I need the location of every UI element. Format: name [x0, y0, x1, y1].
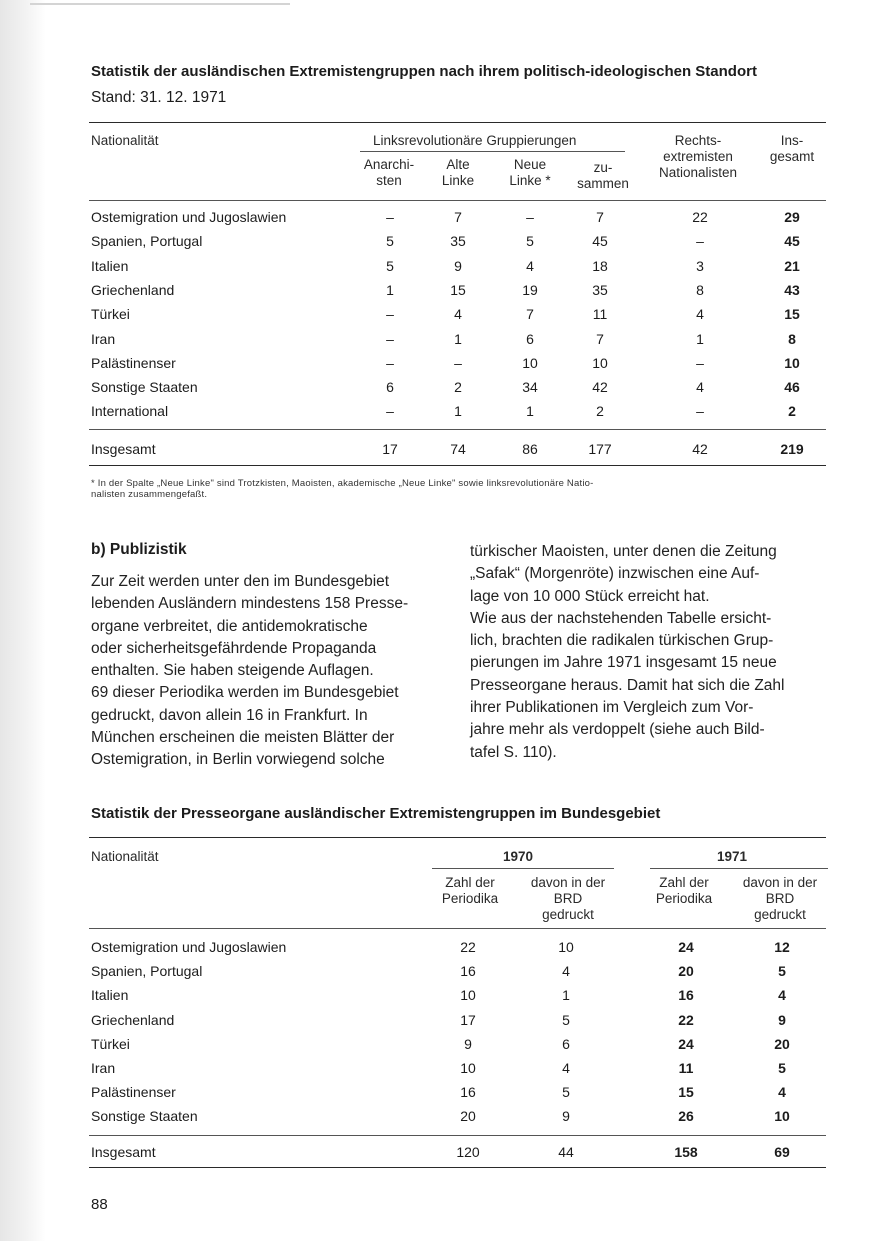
text-line: Wie aus der nachstehenden Tabelle ersicht-: [470, 609, 772, 627]
table-cell: 8: [696, 282, 704, 298]
table-cell: 1: [526, 403, 534, 419]
table-cell: 5: [778, 1060, 786, 1076]
table-cell: 26: [678, 1108, 694, 1124]
page-edge-shadow: [0, 0, 46, 1241]
table-cell: –: [454, 355, 462, 371]
total-cell: 219: [780, 441, 804, 457]
table-cell: 18: [592, 258, 608, 274]
total-row-label: Insgesamt: [91, 441, 156, 457]
table1-header-rechtsextremisten: Rechts- extremisten Nationalisten: [658, 133, 738, 180]
table-cell: 7: [596, 209, 604, 225]
table-cell: 4: [562, 1060, 570, 1076]
table-cell: 9: [562, 1108, 570, 1124]
table-cell: 6: [526, 331, 534, 347]
table-cell: 11: [592, 306, 608, 322]
table-cell: 16: [678, 987, 694, 1003]
table-cell: 45: [784, 233, 800, 249]
text-line: türkischer Maoisten, unter denen die Zeitung: [470, 543, 777, 560]
text-line: 69 dieser Periodika werden im Bundesgebiet: [91, 684, 399, 702]
text-line: lich, brachten die radikalen türkischen Grup-: [470, 632, 774, 650]
table-cell: 4: [778, 987, 786, 1003]
table-cell: 22: [460, 939, 476, 955]
table1-header-group-left: Linksrevolutionäre Gruppierungen: [373, 133, 577, 148]
total-cell: 74: [450, 441, 466, 457]
table-row-label: Türkei: [91, 306, 130, 322]
table1-subtitle: Stand: 31. 12. 1971: [91, 89, 227, 106]
table2-header-davon-1971: davon in der BRD gedruckt: [742, 875, 818, 922]
table-cell: 10: [558, 939, 574, 955]
table-cell: 5: [778, 963, 786, 979]
table-cell: 46: [784, 379, 800, 395]
table-row-label: Spanien, Portugal: [91, 963, 203, 979]
table2-header-nationality: Nationalität: [91, 849, 159, 864]
table-cell: 19: [522, 282, 538, 298]
table-cell: 15: [784, 306, 800, 322]
table-cell: –: [386, 209, 394, 225]
table-cell: 15: [678, 1084, 694, 1100]
table-row-label: Sonstige Staaten: [91, 379, 198, 395]
table-cell: 42: [592, 379, 608, 395]
table-cell: –: [696, 403, 704, 419]
table-cell: 1: [696, 331, 704, 347]
table2-header-rule: [89, 928, 826, 929]
scan-top-line: [30, 3, 290, 5]
text-line: Zur Zeit werden unter den im Bundesgebiet: [91, 573, 390, 590]
table2-bottom-rule: [89, 1167, 826, 1168]
table-row-label: Ostemigration und Jugoslawien: [91, 939, 287, 955]
table-cell: 10: [522, 355, 538, 371]
table1-group-rule: [360, 151, 625, 152]
page-number: 88: [91, 1196, 108, 1213]
table-cell: 1: [454, 331, 462, 347]
table-cell: 1: [454, 403, 462, 419]
total-row-label: Insgesamt: [91, 1144, 156, 1160]
table-row-label: Türkei: [91, 1036, 130, 1052]
total-cell: 44: [558, 1144, 574, 1160]
table-cell: 15: [450, 282, 466, 298]
total-cell: 120: [456, 1144, 480, 1160]
table-row-label: Palästinenser: [91, 355, 176, 371]
text-line: lage von 10 000 Stück erreicht hat.: [470, 587, 710, 605]
table-cell: 10: [460, 987, 476, 1003]
total-cell: 177: [588, 441, 612, 457]
text-line: Ostemigration, in Berlin vorwiegend solche: [91, 751, 385, 769]
table-cell: 24: [678, 939, 694, 955]
table2-top-rule: [89, 837, 826, 838]
table1-header-insgesamt: Ins- gesamt: [769, 133, 815, 164]
table-cell: 9: [778, 1012, 786, 1028]
table1-bottom-rule: [89, 465, 826, 466]
text-line: ihrer Publikationen im Vergleich zum Vor-: [470, 699, 754, 717]
text-line: München erscheinen die meisten Blätter der: [91, 729, 395, 747]
text-line: lebenden Ausländern mindestens 158 Presse-: [91, 595, 409, 613]
table-cell: 22: [678, 1012, 694, 1028]
table1-total-rule: [89, 429, 826, 430]
table-row-label: Griechenland: [91, 282, 175, 298]
table-cell: 1: [386, 282, 394, 298]
table-cell: 16: [460, 1084, 476, 1100]
table2-header-zahl-1970: Zahl der Periodika: [441, 875, 499, 906]
total-cell: 158: [674, 1144, 698, 1160]
table-row-label: International: [91, 403, 169, 419]
total-cell: 86: [522, 441, 538, 457]
table-cell: 4: [778, 1084, 786, 1100]
table1-header-alte-linke: Alte Linke: [441, 157, 475, 188]
table2-1970-rule: [432, 868, 614, 869]
table-cell: 20: [460, 1108, 476, 1124]
table-cell: 17: [460, 1012, 476, 1028]
table-cell: 34: [522, 379, 538, 395]
table2-title: Statistik der Presseorgane ausländischer Extremistengruppen im Bundesgebiet: [91, 805, 661, 822]
table-cell: 5: [386, 233, 394, 249]
table-cell: 4: [696, 306, 704, 322]
table1-header-nationality: Nationalität: [91, 133, 159, 148]
table-cell: 10: [460, 1060, 476, 1076]
table-cell: 29: [784, 209, 800, 225]
table-cell: 7: [596, 331, 604, 347]
right-column-text: [470, 541, 827, 764]
table-cell: 12: [774, 939, 790, 955]
table-cell: 10: [592, 355, 608, 371]
table-cell: 35: [450, 233, 466, 249]
table-cell: 4: [696, 379, 704, 395]
table-cell: –: [386, 403, 394, 419]
table-row-label: Spanien, Portugal: [91, 233, 203, 249]
table-cell: 8: [788, 331, 796, 347]
table-cell: 2: [596, 403, 604, 419]
table-cell: 5: [526, 233, 534, 249]
table-cell: 5: [562, 1012, 570, 1028]
table-cell: 35: [592, 282, 608, 298]
table-cell: 4: [526, 258, 534, 274]
table-cell: 16: [460, 963, 476, 979]
table-cell: 6: [562, 1036, 570, 1052]
total-cell: 17: [382, 441, 398, 457]
table1-header-neue-linke: Neue Linke *: [509, 157, 551, 188]
table-row-label: Iran: [91, 331, 116, 347]
total-cell: 42: [692, 441, 708, 457]
section-heading: b) Publizistik: [91, 541, 187, 558]
table-cell: 5: [386, 258, 394, 274]
table-cell: 9: [464, 1036, 472, 1052]
table1-header-rule: [89, 200, 826, 201]
table2-total-rule: [89, 1135, 826, 1136]
table-cell: 4: [454, 306, 462, 322]
table-cell: 5: [562, 1084, 570, 1100]
text-line: enthalten. Sie haben steigende Auflagen.: [91, 662, 374, 680]
table-cell: –: [386, 331, 394, 347]
table2-header-1970: 1970: [502, 849, 534, 864]
table2-header-zahl-1971: Zahl der Periodika: [655, 875, 713, 906]
table2-1971-rule: [650, 868, 828, 869]
table-cell: 20: [678, 963, 694, 979]
table-cell: 1: [562, 987, 570, 1003]
table-cell: 22: [692, 209, 708, 225]
total-cell: 69: [774, 1144, 790, 1160]
table-cell: 7: [454, 209, 462, 225]
table-cell: –: [526, 209, 534, 225]
table-cell: –: [696, 355, 704, 371]
table-row-label: Palästinenser: [91, 1084, 176, 1100]
table1-top-rule: [89, 122, 826, 123]
table1-header-anarchisten: Anarchi- sten: [363, 157, 415, 188]
text-line: organe verbreitet, die antidemokratische: [91, 617, 368, 635]
table-cell: 24: [678, 1036, 694, 1052]
text-line: tafel S. 110).: [470, 743, 557, 761]
table-row-label: Ostemigration und Jugoslawien: [91, 209, 287, 225]
table2-header-1971: 1971: [716, 849, 748, 864]
table1-footnote: * In der Spalte „Neue Linke" sind Trotzkisten, Maoisten, akademische „Neue Linke" sowie linksrevolutionäre Natio- nalisten zusammengefaßt.: [91, 478, 594, 500]
table-cell: 2: [788, 403, 796, 419]
table-cell: 6: [386, 379, 394, 395]
table-row-label: Sonstige Staaten: [91, 1108, 198, 1124]
table-cell: 3: [696, 258, 704, 274]
table-cell: 21: [784, 258, 800, 274]
left-column-text: [91, 571, 443, 772]
text-line: gedruckt, davon allein 16 in Frankfurt. In: [91, 706, 368, 724]
table-cell: 11: [678, 1060, 694, 1076]
table-cell: 20: [774, 1036, 790, 1052]
text-line: pierungen im Jahre 1971 insgesamt 15 neue: [470, 654, 777, 672]
table-cell: 43: [784, 282, 800, 298]
table2-header-davon-1970: davon in der BRD gedruckt: [530, 875, 606, 922]
table-cell: 4: [562, 963, 570, 979]
table-cell: –: [696, 233, 704, 249]
text-line: Presseorgane heraus. Damit hat sich die Zahl: [470, 676, 785, 694]
table-row-label: Italien: [91, 258, 129, 274]
table-row-label: Griechenland: [91, 1012, 175, 1028]
table-cell: 9: [454, 258, 462, 274]
table1-header-zusammen: zu- sammen: [577, 160, 629, 191]
table-cell: 10: [774, 1108, 790, 1124]
text-line: oder sicherheitsgefährdende Propaganda: [91, 639, 377, 657]
table-cell: 45: [592, 233, 608, 249]
table-cell: 7: [526, 306, 534, 322]
table-row-label: Italien: [91, 987, 129, 1003]
table-cell: –: [386, 355, 394, 371]
table-row-label: Iran: [91, 1060, 116, 1076]
text-line: jahre mehr als verdoppelt (siehe auch Bild-: [470, 721, 765, 739]
table-cell: 2: [454, 379, 462, 395]
table-cell: –: [386, 306, 394, 322]
table-cell: 10: [784, 355, 800, 371]
text-line: „Safak“ (Morgenröte) inzwischen eine Auf-: [470, 565, 760, 583]
table1-title: Statistik der ausländischen Extremistengruppen nach ihrem politisch-ideologischen Standort: [91, 63, 757, 80]
